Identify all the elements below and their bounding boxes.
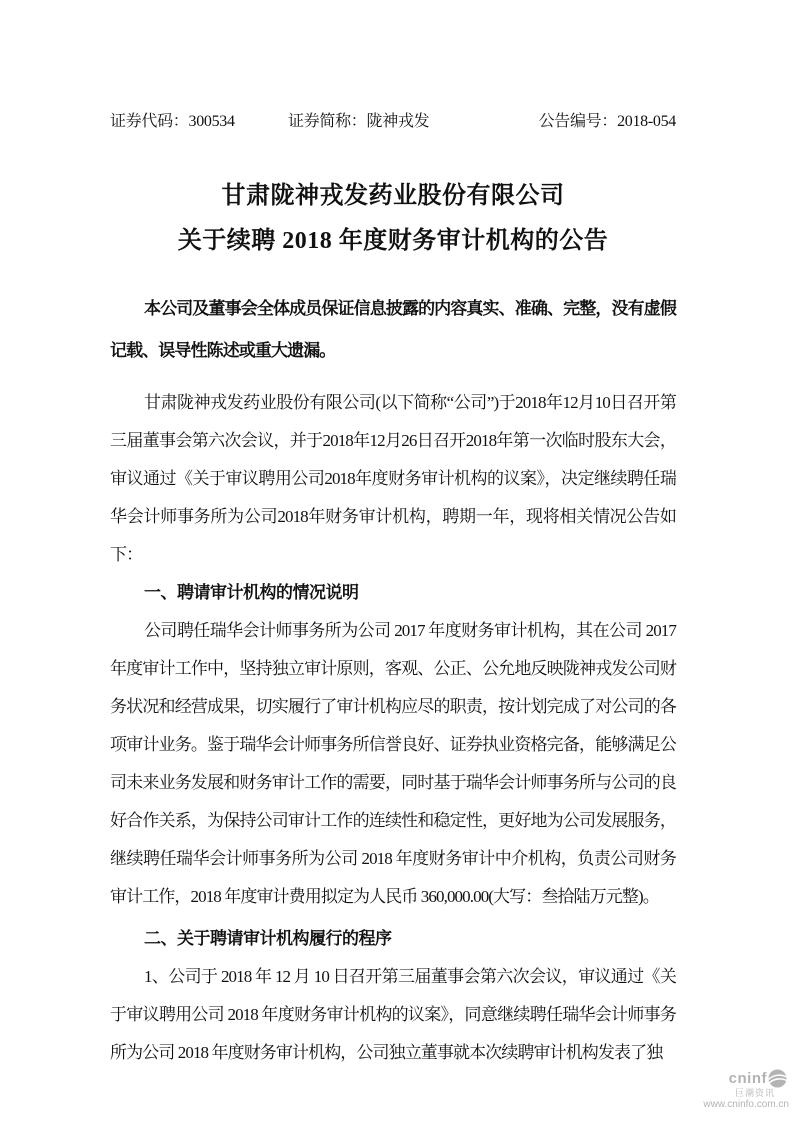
stock-code: 证券代码：300534 (110, 113, 235, 130)
cninfo-logo-icon (768, 1069, 787, 1088)
document-title (110, 174, 676, 264)
title-line-1: 甘肃陇神戎发药业股份有限公司 (221, 183, 565, 209)
stock-short-name: 证券简称：陇神戎发 (288, 113, 430, 130)
announcement-number: 公告编号：2018-054 (538, 113, 676, 130)
cninfo-url: www.cninfo.com.cn (703, 1098, 789, 1110)
cninfo-watermark (703, 1069, 789, 1110)
section-2-paragraph: 1、公司于 2018 年 12 月 10 日召开第三届董事会第六次会议，审议通过《关于审议聘用公司 2018 年度财务审计机构的议案》，同意继续聘任瑞华会计师事务所为公司 2018 年度财务审计机构，公司独立董事就本次续聘审计机构发表了独 (110, 967, 676, 1062)
title-line-2: 关于续聘 2018 年度财务审计机构的公告 (177, 228, 609, 254)
cninfo-chinese-name: 巨潮资讯 (734, 1088, 775, 1099)
cninfo-brand-row (703, 1069, 787, 1088)
disclaimer-statement: 本公司及董事会全体成员保证信息披露的内容真实、准确、完整，没有虚假记载、误导性陈述或重大遗漏。 (110, 299, 676, 360)
cninfo-brand-text: cninf (728, 1069, 767, 1087)
section-2-heading: 二、关于聘请审计机构履行的程序 (144, 929, 392, 948)
page-content (110, 110, 676, 1072)
document-header (110, 110, 676, 134)
intro-paragraph: 甘肃陇神戎发药业股份有限公司(以下简称“公司”)于2018年12月10日召开第三届董事会第六次会议，并于2018年12月26日召开2018年第一次临时股东大会，审议通过《关于审议聘用公司2018年度财务审计机构的议案》，决定继续聘任瑞华会计师事务所为公司2018年财务审计机构，聘期一年，现将相关情况公告如下： (110, 393, 676, 564)
section-1-paragraph: 公司聘任瑞华会计师事务所为公司 2017 年度财务审计机构，其在公司 2017 年度审计工作中，坚持独立审计原则，客观、公正、公允地反映陇神戎发公司财务状况和经营成果，切实履行了审计机构应尽的职责，按计划完成了对公司的各项审计业务。鉴于瑞华会计师事务所信誉良好、证券执业资格完备，能够满足公司未来业务发展和财务审计工作的需要，同时基于瑞华会计师事务所与公司的良好合作关系，为保持公司审计工作的连续性和稳定性，更好地为公司发展服务，继续聘任瑞华会计师事务所为公司 2018 年度财务审计中介机构，负责公司财务审计工作，2018 年度审计费用拟定为人民币 360,000.00(大写：叁拾陆万元整)。 (110, 621, 676, 906)
section-1-heading: 一、聘请审计机构的情况说明 (144, 583, 359, 602)
